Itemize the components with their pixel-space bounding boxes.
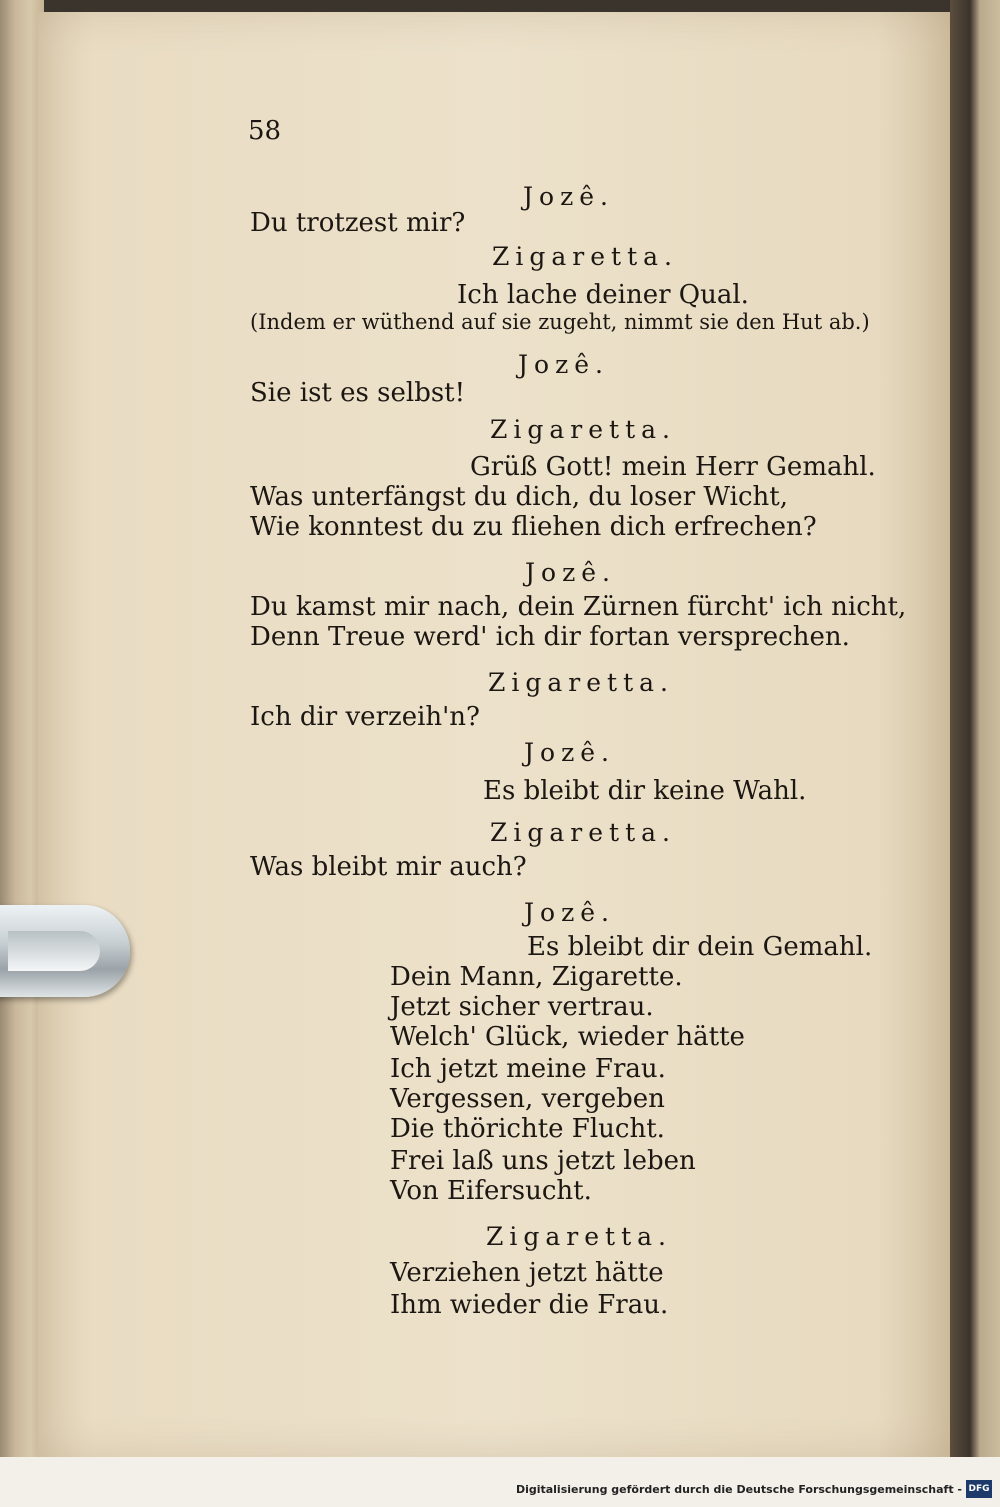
verse-line: Die thörichte Flucht. (390, 1114, 665, 1144)
verse-line: Verziehen jetzt hätte (390, 1258, 664, 1288)
speaker-label: Jozê. (525, 558, 616, 587)
bookmark-clip-slot (8, 931, 100, 971)
speaker-label: Zigaretta. (490, 818, 676, 847)
verse-line: Von Eifersucht. (390, 1176, 592, 1206)
verse-line: Es bleibt dir keine Wahl. (483, 776, 807, 806)
verse-line: Welch' Glück, wieder hätte (390, 1022, 745, 1052)
speaker-label: Zigaretta. (492, 242, 678, 271)
verse-line: Vergessen, vergeben (390, 1084, 665, 1114)
verse-line: Dein Mann, Zigarette. (390, 962, 683, 992)
facing-page-edge (950, 0, 1000, 1480)
speaker-label: Jozê. (524, 898, 615, 927)
verse-line: Jetzt sicher vertrau. (390, 992, 654, 1022)
bookmark-clip (0, 905, 130, 997)
speaker-label: Zigaretta. (486, 1222, 672, 1251)
verse-line: Ich dir verzeih'n? (250, 702, 480, 732)
speaker-label: Jozê. (518, 350, 609, 379)
stage-direction: (Indem er wüthend auf sie zugeht, nimmt sie den Hut ab.) (250, 310, 870, 334)
verse-line: Frei laß uns jetzt leben (390, 1146, 696, 1176)
speaker-label: Jozê. (524, 738, 615, 767)
speaker-label: Zigaretta. (490, 415, 676, 444)
verse-line: Grüß Gott! mein Herr Gemahl. (470, 452, 876, 482)
verse-line: Was unterfängst du dich, du loser Wicht, (250, 482, 788, 512)
verse-line: Es bleibt dir dein Gemahl. (527, 932, 873, 962)
verse-line: Was bleibt mir auch? (250, 852, 527, 882)
verse-line: Ich jetzt meine Frau. (390, 1054, 666, 1084)
verse-line: Sie ist es selbst! (250, 378, 466, 408)
verse-line: Du kamst mir nach, dein Zürnen fürcht' ich nicht, (250, 592, 907, 622)
funding-credit: Digitalisierung gefördert durch die Deutsche Forschungsgemeinschaft - (515, 1483, 962, 1496)
speaker-label: Zigaretta. (488, 668, 674, 697)
page-number: 58 (248, 116, 282, 146)
verse-line: Ich lache deiner Qual. (457, 280, 749, 310)
verse-line: Denn Treue werd' ich dir fortan versprechen. (250, 622, 850, 652)
verse-line: Du trotzest mir? (250, 208, 466, 238)
dfg-logo: DFG (966, 1480, 992, 1498)
verse-line: Wie konntest du zu fliehen dich erfrechen? (250, 512, 817, 542)
speaker-label: Jozê. (523, 182, 614, 211)
verse-line: Ihm wieder die Frau. (390, 1290, 669, 1320)
footer-bar (0, 1457, 1000, 1507)
